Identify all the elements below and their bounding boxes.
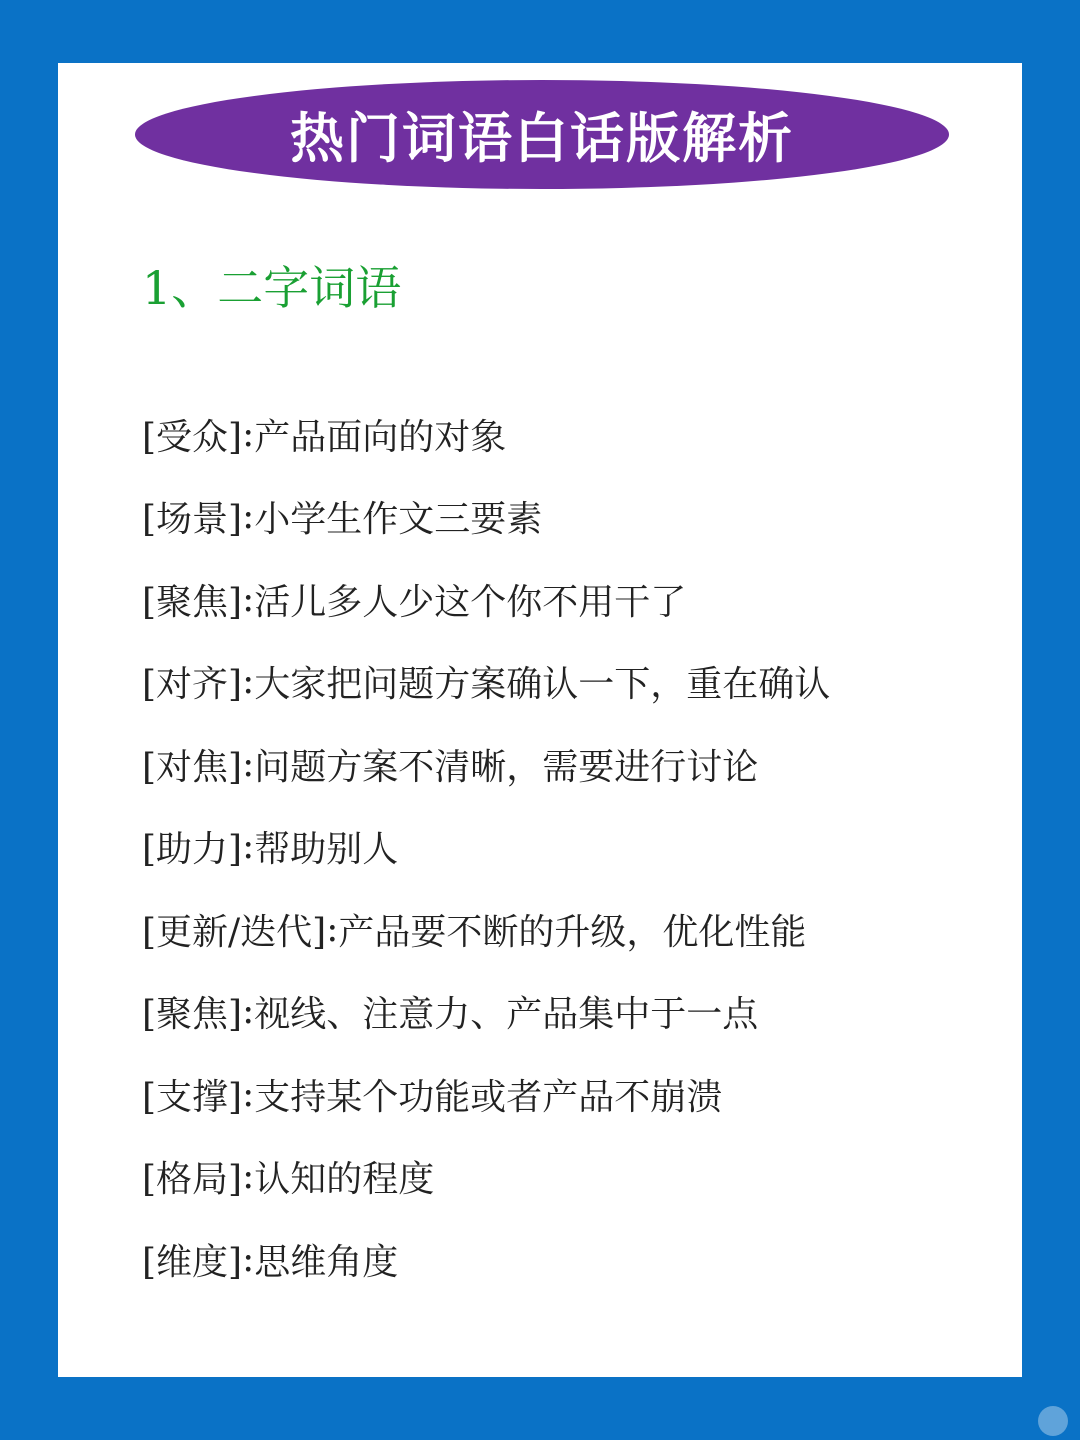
term: [场景]	[142, 499, 243, 541]
term-entry	[142, 723, 830, 806]
term: [受众]	[142, 416, 243, 458]
watermark-icon	[1038, 1406, 1068, 1436]
term-separator: :	[326, 908, 339, 950]
term-entry	[142, 1218, 830, 1301]
term-entry	[142, 806, 830, 889]
term-definition: 产品面向的对象	[254, 416, 507, 458]
term: [更新/迭代]	[142, 911, 327, 953]
term-definition: 支持某个功能或者产品不崩溃	[254, 1076, 723, 1118]
section-heading: 1、二字词语	[142, 261, 402, 315]
term-definition: 小学生作文三要素	[254, 499, 543, 541]
term-definition: 产品要不断的升级，优化性能	[338, 911, 807, 953]
term-definition: 认知的程度	[254, 1159, 435, 1201]
term-separator: :	[242, 661, 255, 703]
term-separator: :	[242, 413, 255, 455]
term-separator: :	[242, 1073, 255, 1115]
term-separator: :	[242, 496, 255, 538]
term-definition: 活儿多人少这个你不用干了	[254, 581, 687, 623]
term-separator: :	[242, 743, 255, 785]
term-definition: 视线、注意力、产品集中于一点	[254, 994, 759, 1036]
term: [聚焦]	[142, 994, 243, 1036]
content-card	[58, 63, 1022, 1377]
term-entry	[142, 393, 830, 476]
term: [支撑]	[142, 1076, 243, 1118]
term: [对焦]	[142, 746, 243, 788]
term: [格局]	[142, 1159, 243, 1201]
term-entry	[142, 641, 830, 724]
term-separator: :	[242, 578, 255, 620]
page-title: 热门词语白话版解析	[290, 106, 794, 170]
term-definition: 问题方案不清晰，需要进行讨论	[254, 746, 759, 788]
title-banner	[135, 80, 949, 189]
term-entry	[142, 558, 830, 641]
term-entry	[142, 1053, 830, 1136]
term-entry	[142, 888, 830, 971]
term-list	[142, 393, 830, 1301]
term: [助力]	[142, 829, 243, 871]
term-separator: :	[242, 1156, 255, 1198]
term-definition: 大家把问题方案确认一下，重在确认	[254, 664, 831, 706]
term-entry	[142, 1136, 830, 1219]
term-entry	[142, 971, 830, 1054]
term-definition: 思维角度	[254, 1241, 399, 1283]
term: [维度]	[142, 1241, 243, 1283]
term-separator: :	[242, 991, 255, 1033]
term: [对齐]	[142, 664, 243, 706]
term-separator: :	[242, 1238, 255, 1280]
term: [聚焦]	[142, 581, 243, 623]
term-separator: :	[242, 826, 255, 868]
term-entry	[142, 476, 830, 559]
term-definition: 帮助别人	[254, 829, 399, 871]
